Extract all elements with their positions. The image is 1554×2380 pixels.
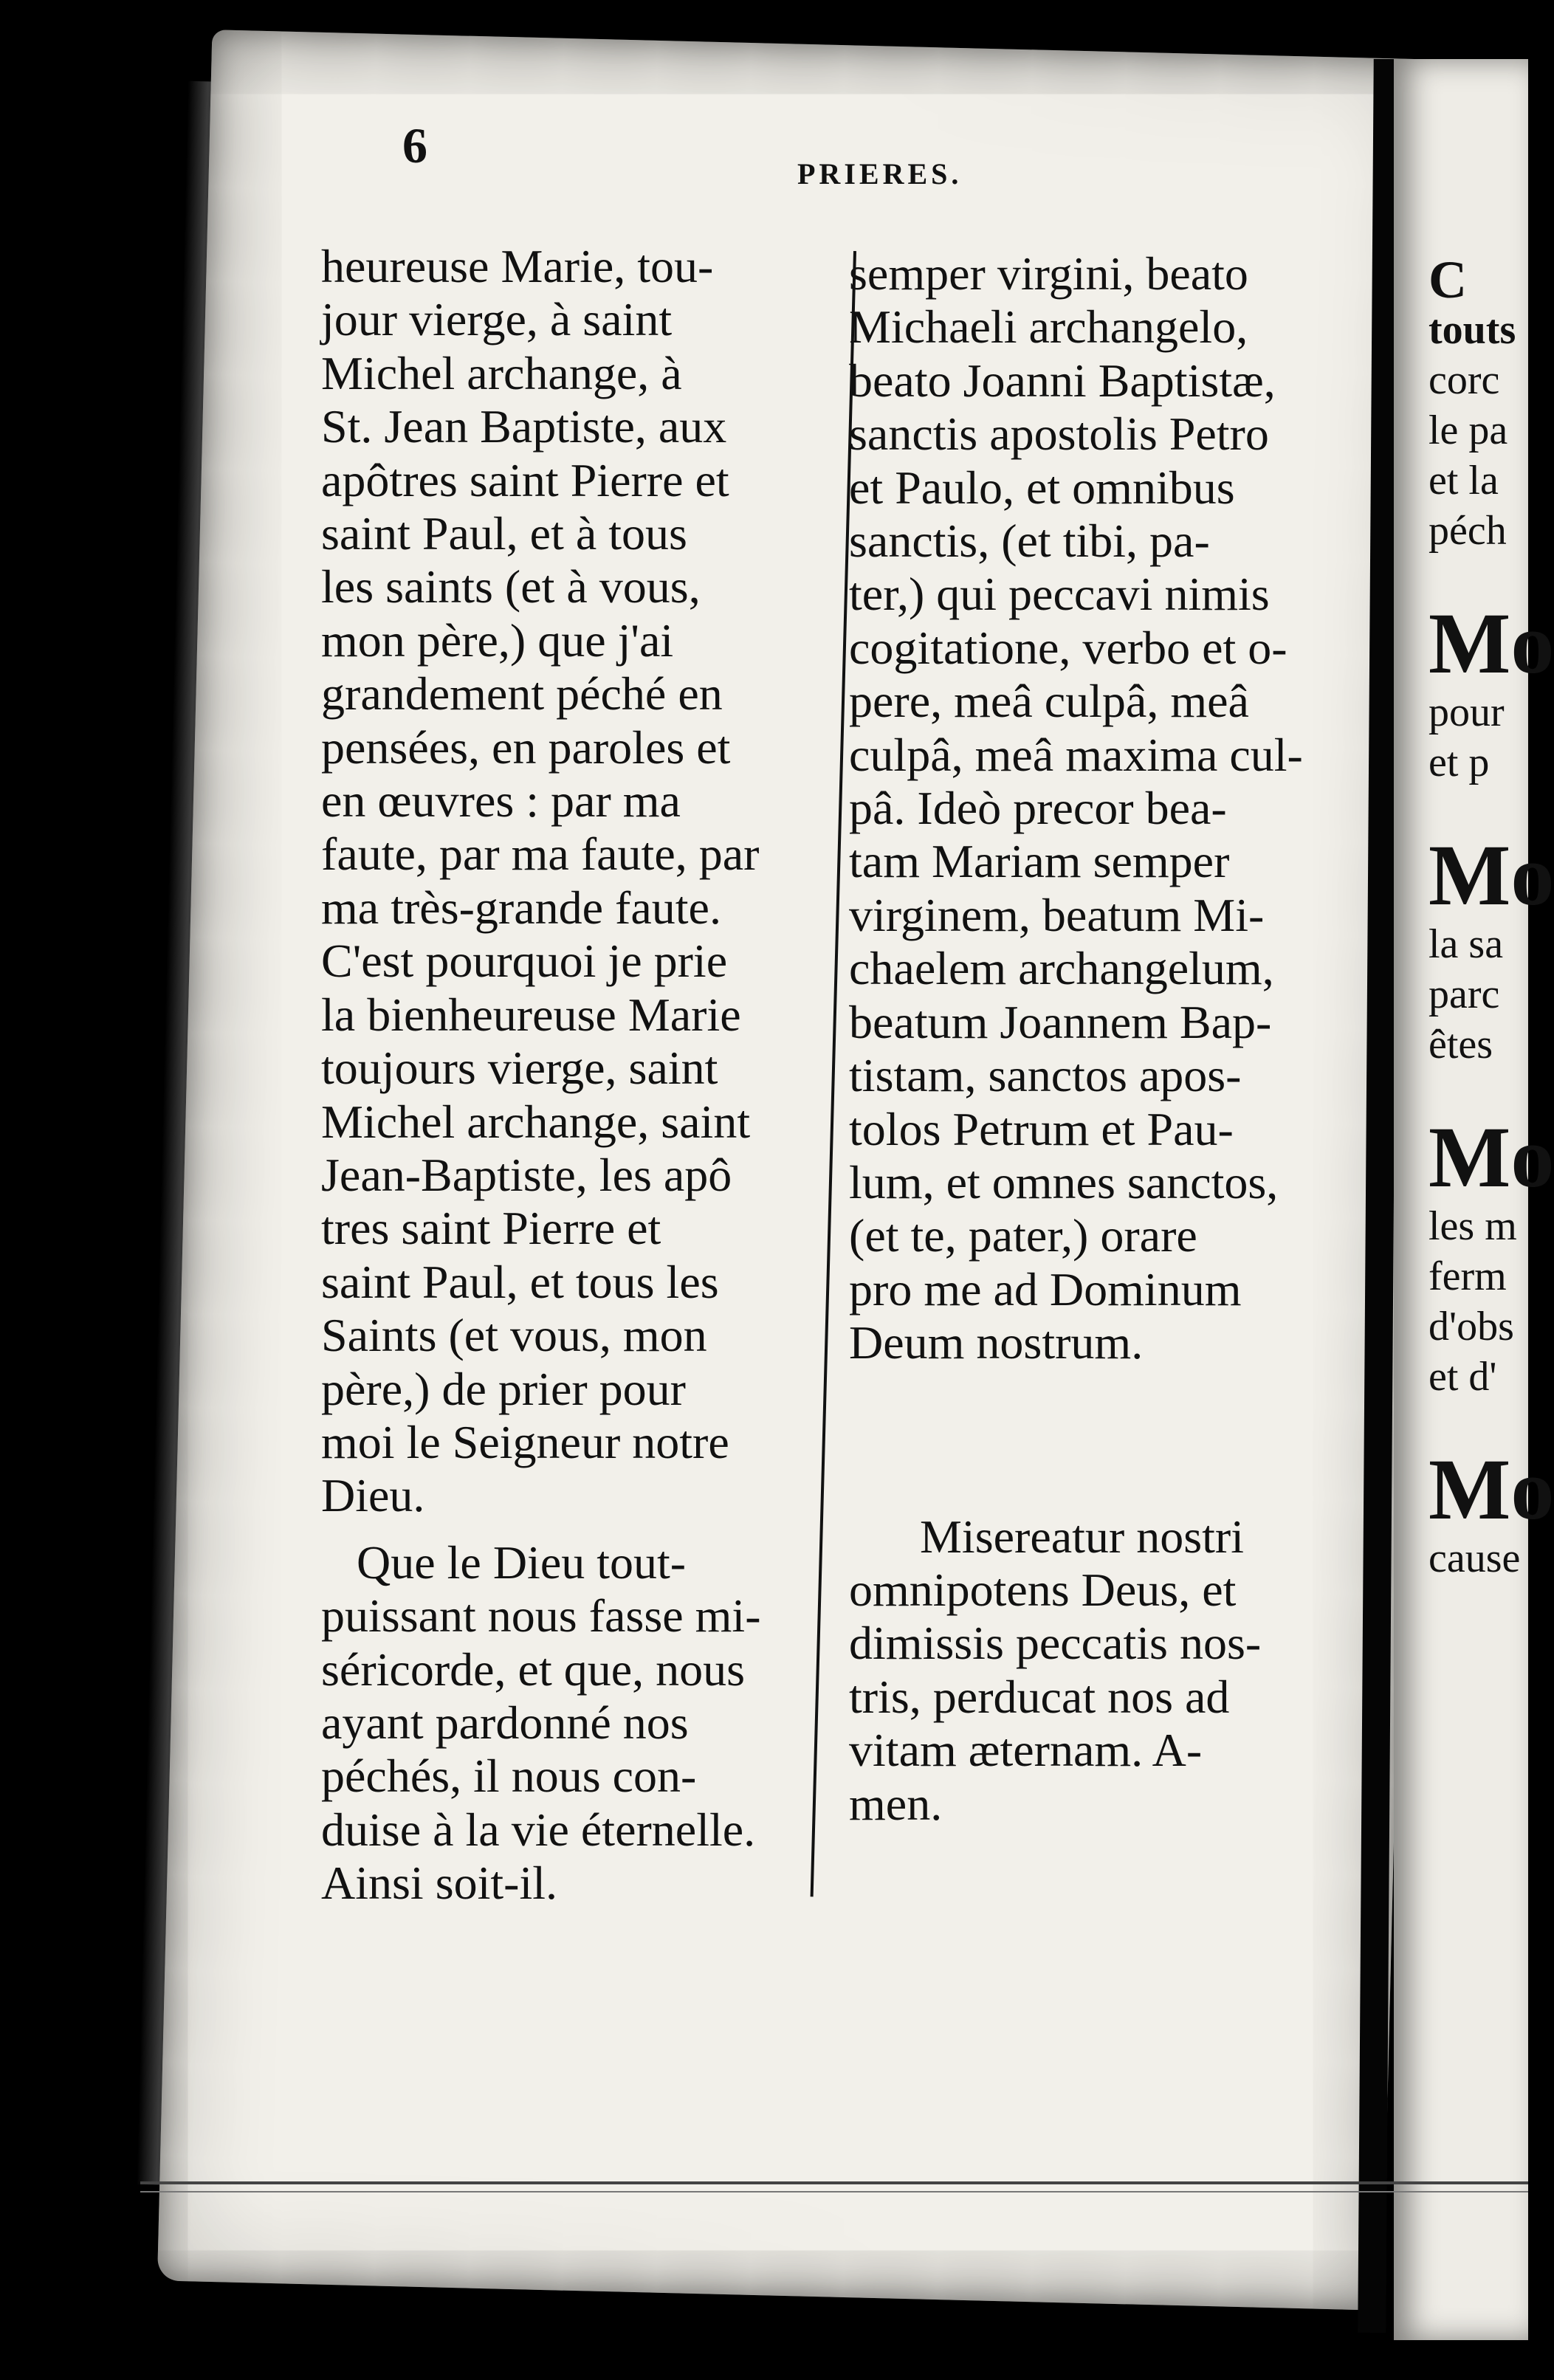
text-line: pere, meâ culpâ, meâ bbox=[849, 675, 1249, 728]
text-line: sanctis apostolis Petro bbox=[849, 407, 1269, 461]
text-line: ter,) qui peccavi nimis bbox=[849, 568, 1270, 621]
text-line: C'est pourquoi je prie bbox=[321, 935, 728, 988]
bottom-rule bbox=[140, 2181, 1528, 2184]
latin-paragraph-confiteor bbox=[849, 247, 1395, 1370]
text-line: Michaeli archangelo, bbox=[849, 300, 1248, 354]
text-line: vitam æternam. A- bbox=[849, 1724, 1203, 1777]
fragment-line: les m bbox=[1428, 1203, 1517, 1249]
text-line: en œuvres : par ma bbox=[321, 774, 681, 828]
fragment-heading: Mo bbox=[1428, 1441, 1554, 1538]
text-line: beato Joanni Baptistæ, bbox=[849, 354, 1276, 407]
text-line: Michel archange, saint bbox=[321, 1095, 751, 1148]
text-line: Misereatur nostri bbox=[920, 1510, 1244, 1563]
text-line: Michel archange, à bbox=[321, 346, 682, 399]
fragment-line: parc bbox=[1428, 971, 1500, 1017]
fragment-line: touts bbox=[1428, 307, 1516, 353]
text-line: duise à la vie éternelle. bbox=[321, 1803, 756, 1856]
running-title: PRIERES. bbox=[797, 157, 963, 190]
page-header bbox=[402, 37, 1288, 190]
text-line: Jean-Baptiste, les apô bbox=[321, 1148, 732, 1201]
text-line: semper virgini, beato bbox=[849, 247, 1248, 300]
text-line: père,) de prier pour bbox=[321, 1362, 686, 1415]
latin-column bbox=[849, 247, 1395, 1831]
text-line: Dieu. bbox=[321, 1469, 425, 1522]
fragment-line: et p bbox=[1428, 740, 1490, 785]
text-line: la bienheureuse Marie bbox=[321, 988, 741, 1041]
text-line: apôtres saint Pierre et bbox=[321, 453, 729, 506]
fragment-line: péch bbox=[1428, 508, 1507, 554]
fragment-heading: Mo bbox=[1428, 827, 1554, 924]
text-line: les saints (et à vous, bbox=[321, 560, 701, 613]
fragment-line: d'obs bbox=[1428, 1304, 1514, 1349]
text-line: Saints (et vous, mon bbox=[321, 1309, 707, 1362]
fragment-line: la sa bbox=[1428, 921, 1504, 967]
text-line: mon père,) que j'ai bbox=[321, 613, 674, 667]
text-line: omnipotens Deus, et bbox=[849, 1563, 1237, 1616]
text-line: pensées, en paroles et bbox=[321, 720, 731, 774]
bottom-rule bbox=[140, 2191, 1528, 2192]
french-paragraph-confiteor bbox=[321, 240, 853, 1523]
text-line: ayant pardonné nos bbox=[321, 1696, 689, 1749]
fragment-line: ferm bbox=[1428, 1253, 1507, 1299]
text-line: saint Paul, et à tous bbox=[321, 507, 687, 560]
facing-page-fragments bbox=[1428, 250, 1554, 1583]
text-line: St. Jean Baptiste, aux bbox=[321, 400, 727, 453]
fragment-line: et d' bbox=[1428, 1354, 1497, 1400]
fragment-line: le pa bbox=[1428, 407, 1508, 453]
text-line: virginem, beatum Mi- bbox=[849, 888, 1265, 941]
text-line: men. bbox=[849, 1777, 943, 1830]
text-line: ma très-grande faute. bbox=[321, 881, 721, 934]
text-line: Deum nostrum. bbox=[849, 1316, 1144, 1369]
text-line: tris, perducat nos ad bbox=[849, 1670, 1230, 1723]
fragment-line: êtes bbox=[1428, 1022, 1493, 1067]
text-line: tres saint Pierre et bbox=[321, 1202, 661, 1255]
text-line: faute, par ma faute, par bbox=[321, 828, 760, 881]
text-line: tolos Petrum et Pau- bbox=[849, 1102, 1234, 1155]
text-line: culpâ, meâ maxima cul- bbox=[849, 728, 1303, 781]
text-line: moi le Seigneur notre bbox=[321, 1415, 729, 1468]
text-line: chaelem archangelum, bbox=[849, 942, 1274, 995]
text-line: et Paulo, et omnibus bbox=[849, 461, 1235, 514]
text-line: sanctis, (et tibi, pa- bbox=[849, 515, 1210, 568]
text-line: (et te, pater,) orare bbox=[849, 1209, 1197, 1262]
fragment-line: C bbox=[1428, 250, 1467, 309]
text-line: heureuse Marie, tou- bbox=[321, 240, 714, 292]
text-line: Ainsi soit-il. bbox=[321, 1857, 558, 1910]
fragment-line: cause bbox=[1428, 1535, 1521, 1581]
fragment-line: et la bbox=[1428, 458, 1499, 503]
fragment-line: pour bbox=[1428, 689, 1505, 735]
text-line: tistam, sanctos apos- bbox=[849, 1049, 1242, 1102]
text-line: toujours vierge, saint bbox=[321, 1042, 718, 1095]
fragment-heading: Mo bbox=[1428, 1109, 1554, 1206]
text-line: cogitatione, verbo et o- bbox=[849, 621, 1287, 674]
text-line: tam Mariam semper bbox=[849, 835, 1230, 888]
text-line: pro me ad Dominum bbox=[849, 1262, 1242, 1315]
text-line: lum, et omnes sanctos, bbox=[849, 1155, 1279, 1208]
latin-paragraph-misereatur bbox=[849, 1510, 1395, 1831]
text-line: séricorde, et que, nous bbox=[321, 1643, 746, 1696]
fragment-heading: Mo bbox=[1428, 595, 1554, 692]
text-line: péchés, il nous con- bbox=[321, 1750, 697, 1803]
page-number: 6 bbox=[402, 117, 427, 173]
text-line: dimissis peccatis nos- bbox=[849, 1617, 1262, 1670]
text-line: Que le Dieu tout- bbox=[357, 1535, 687, 1589]
text-line: saint Paul, et tous les bbox=[321, 1255, 719, 1308]
french-column bbox=[321, 240, 853, 1910]
text-line: jour vierge, à saint bbox=[321, 293, 673, 346]
text-line: beatum Joannem Bap- bbox=[849, 995, 1272, 1048]
text-line: grandement péché en bbox=[321, 667, 723, 720]
fragment-line: corc bbox=[1428, 357, 1500, 403]
text-line: pâ. Ideò precor bea- bbox=[849, 782, 1227, 835]
text-line: puissant nous fasse mi- bbox=[321, 1589, 761, 1643]
french-paragraph-misereatur bbox=[321, 1536, 853, 1910]
